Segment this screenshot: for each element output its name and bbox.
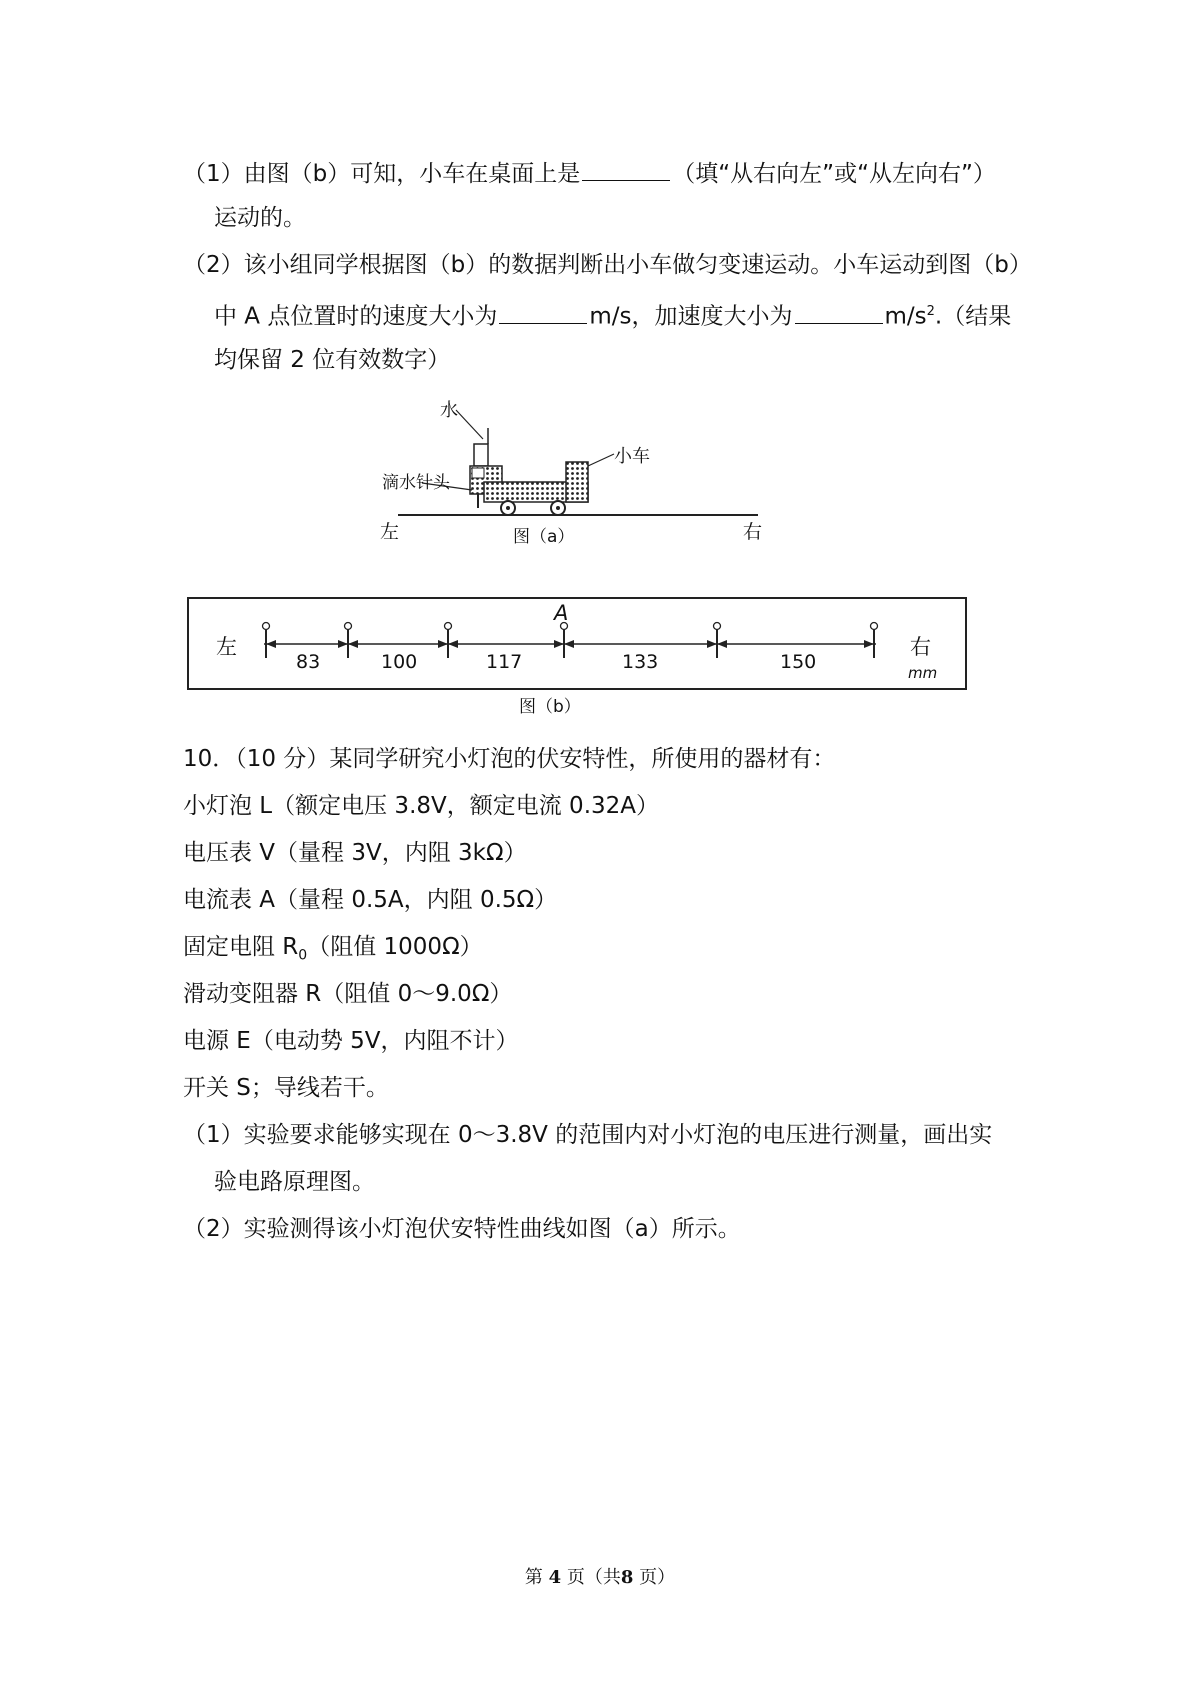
- segment-label-2: 100: [381, 651, 418, 673]
- label-right-b: 右: [910, 635, 931, 659]
- q10-item-ammeter: 电流表 A（量程 0.5A，内阻 0.5Ω）: [183, 887, 558, 913]
- label-water: 水: [440, 400, 458, 421]
- label-needle: 滴水针头: [382, 473, 450, 493]
- q9-part1-line2: 运动的。: [214, 205, 306, 231]
- q9-part2-line2: 中 A 点位置时的速度大小为 m/s，加速度大小为 $m/s^2$.（结果: [214, 296, 1011, 333]
- q9-part1-line1: （1）由图（b）可知，小车在桌面上是 （填“从右向左”或“从左向右”）: [183, 156, 996, 190]
- page-number: 4: [548, 1567, 562, 1588]
- water-bottle: [474, 444, 488, 466]
- point-a-label: A: [554, 601, 569, 625]
- figure-a-caption: 图（a）: [513, 527, 575, 547]
- q10-part1-line1: （1）实验要求能够实现在 0～3.8V 的范围内对小灯泡的电压进行测量，画出实: [183, 1122, 993, 1148]
- total-pages: 8: [620, 1567, 634, 1588]
- page-footer: 第 4 页（共8 页）: [524, 1567, 676, 1588]
- answer-blank-velocity[interactable]: [499, 299, 587, 324]
- label-right: 右: [743, 521, 763, 543]
- label-left-b: 左: [216, 635, 237, 659]
- q10-part1-line2: 验电路原理图。: [214, 1169, 375, 1195]
- segment-label-1: 83: [296, 651, 321, 673]
- q10-title: 10．（10 分）某同学研究小灯泡的伏安特性，所使用的器材有：: [183, 746, 836, 772]
- answer-blank-direction[interactable]: [582, 156, 670, 181]
- q10-item-bulb: 小灯泡 L（额定电压 3.8V，额定电流 0.32A）: [183, 793, 660, 819]
- figure-a-cart-diagram: [380, 396, 770, 556]
- figure-b-drip-marks: [186, 596, 972, 720]
- q10-item-fixed-resistor: 固定电阻 $R_0$（阻值 1000Ω）: [183, 934, 483, 964]
- answer-blank-acceleration[interactable]: [795, 299, 883, 324]
- q9-part2-line3: 均保留 2 位有效数字）: [214, 347, 451, 373]
- q10-item-voltmeter: 电压表 V（量程 3V，内阻 3kΩ）: [183, 840, 527, 866]
- q10-item-rheostat: 滑动变阻器 R（阻值 0～9.0Ω）: [183, 981, 513, 1007]
- q10-part2: （2）实验测得该小灯泡伏安特性曲线如图（a）所示。: [183, 1216, 741, 1242]
- segment-label-5: 150: [780, 651, 817, 673]
- q10-item-power-source: 电源 E（电动势 5V，内阻不计）: [183, 1028, 519, 1054]
- label-cart: 小车: [614, 446, 650, 467]
- segment-label-4: 133: [622, 651, 659, 673]
- figure-b-caption: 图（b）: [519, 697, 581, 717]
- q10-item-switch: 开关 S；导线若干。: [183, 1075, 389, 1101]
- label-left: 左: [380, 521, 400, 543]
- unit-label: mm: [908, 664, 938, 682]
- q9-part2-line1: （2）该小组同学根据图（b）的数据判断出小车做匀变速运动。小车运动到图（b）: [183, 252, 1032, 278]
- segment-label-3: 117: [486, 651, 523, 673]
